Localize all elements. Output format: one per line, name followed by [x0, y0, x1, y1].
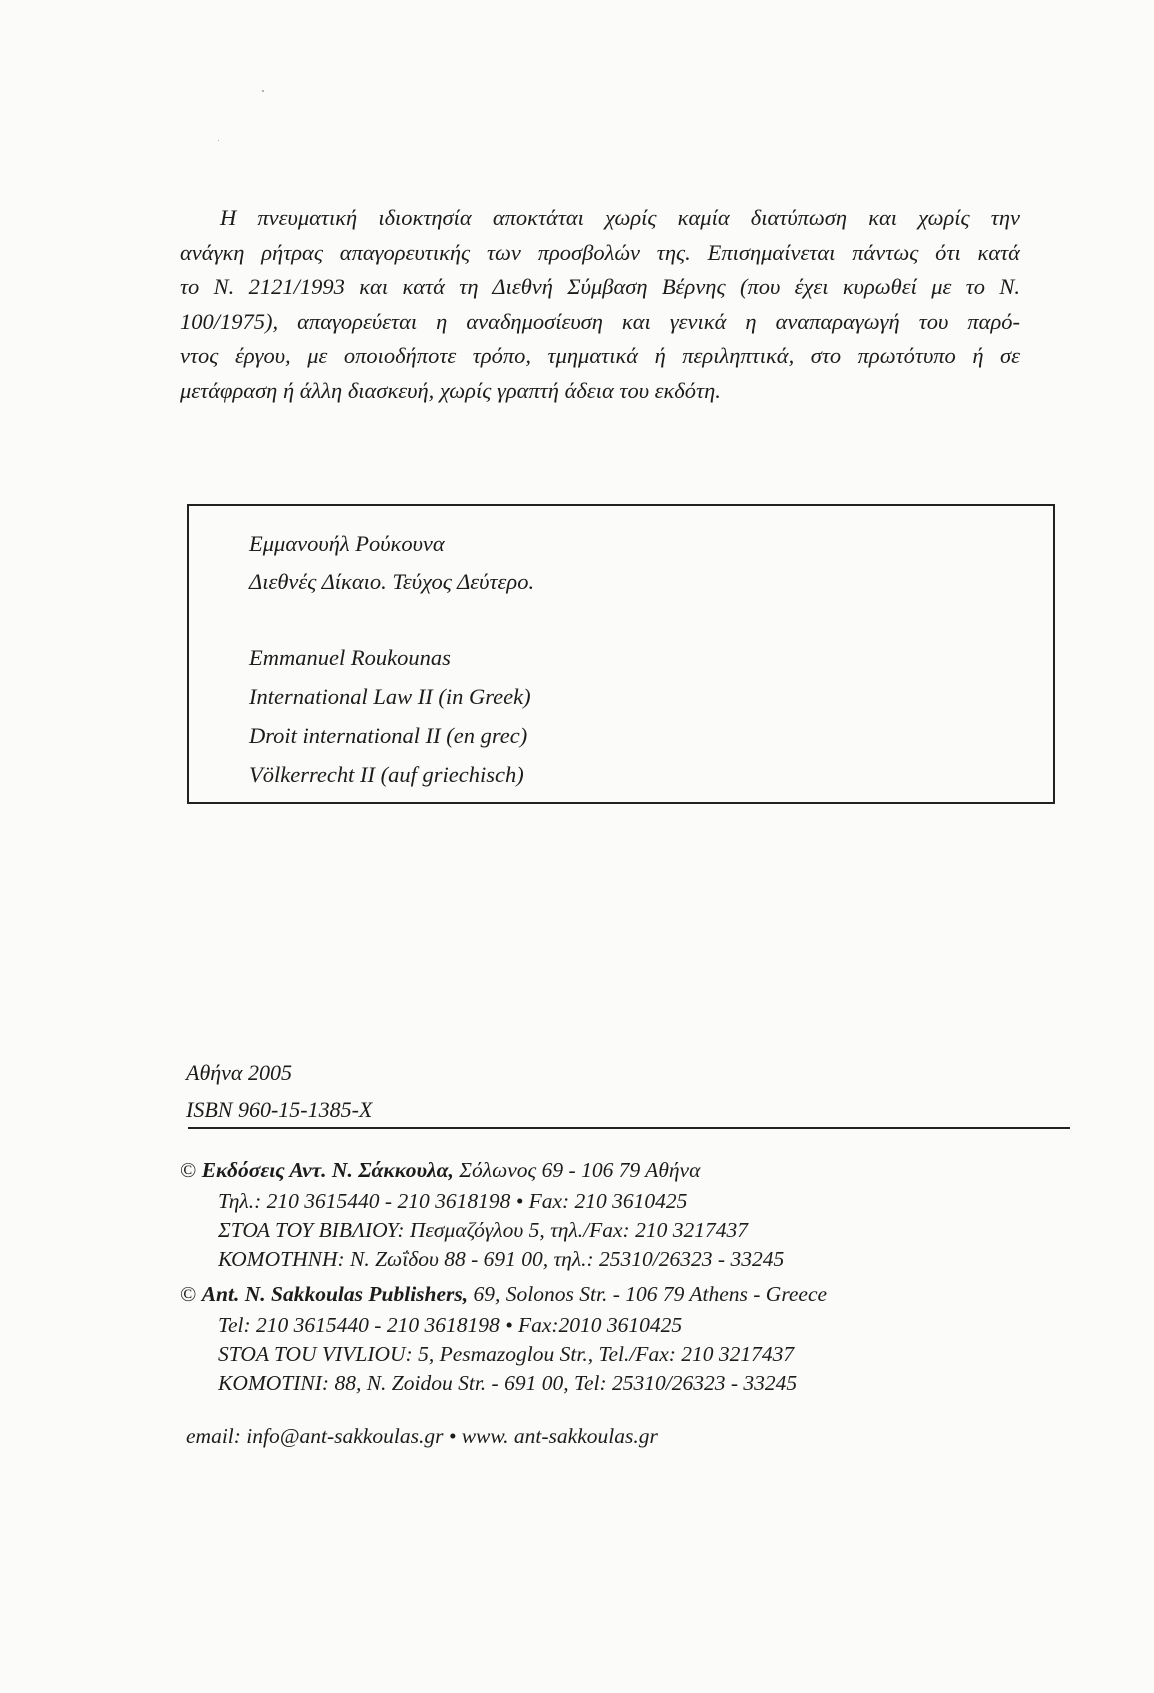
publisher-english-komotini: KOMOTINI: 88, N. Zoidou Str. - 691 00, Tel: 25310/26323 - 33245 [218, 1371, 798, 1395]
place-year: Αθήνα 2005 [186, 1060, 292, 1085]
contact-email-web: email: info@ant-sakkoulas.gr • www. ant-sakkoulas.gr [186, 1424, 658, 1448]
greek-author: Εμμανουήλ Ρούκουνα [249, 531, 445, 556]
publisher-english-address: 69, Solonos Str. - 106 79 Athens - Greece [473, 1282, 828, 1306]
copyright-line: ανάγκη ρήτρας απαγορευτικής των προσβολών της. Επισημαίνεται πάντως ότι κατά [180, 239, 1020, 265]
publisher-english-phone: Tel: 210 3615440 - 210 3618198 • Fax:2010 3610425 [218, 1313, 683, 1337]
copyright-line: ντος έργου, με οποιοδήποτε τρόπο, τμηματικά ή περιληπτικά, στο πρωτότυπο ή σε [180, 343, 1020, 368]
copyright-line: μετάφραση ή άλλη διασκευή, χωρίς γραπτή άδεια του εκδότη. [180, 377, 721, 403]
title-french: Droit international II (en grec) [249, 723, 528, 748]
publisher-greek-komotini: ΚΟΜΟΤΗΝΗ: Ν. Ζωΐδου 88 - 691 00, τηλ.: 25310/26323 - 33245 [218, 1247, 785, 1271]
copyright-line: Η πνευματική ιδιοκτησία αποκτάται χωρίς καμία διατύπωση και χωρίς την [220, 205, 1020, 230]
publisher-greek-address: Σόλωνος 69 - 106 79 Αθήνα [459, 1158, 701, 1182]
publisher-english-heading [180, 1282, 827, 1307]
publisher-greek-phone: Τηλ.: 210 3615440 - 210 3618198 • Fax: 210 3610425 [218, 1189, 688, 1213]
copyright-symbol: © [180, 1158, 197, 1182]
copyright-notice [180, 201, 1020, 408]
copyright-line: 100/1975), απαγορεύεται η αναδημοσίευση και γενικά η αναπαραγωγή του παρό- [180, 308, 1020, 334]
author-name: Emmanuel Roukounas [249, 645, 451, 670]
greek-title: Διεθνές Δίκαιο. Τεύχος Δεύτερο. [249, 569, 535, 594]
page-speck-left [218, 140, 219, 141]
copyright-symbol: © [180, 1282, 197, 1306]
title-german: Völkerrecht II (auf griechisch) [249, 762, 524, 787]
publisher-greek-name: Εκδόσεις Αντ. Ν. Σάκκουλα, [201, 1158, 454, 1182]
publisher-english-stoa: STOA TOU VIVLIOU: 5, Pesmazoglou Str., Tel./Fax: 210 3217437 [218, 1342, 795, 1366]
divider-rule [188, 1127, 1070, 1129]
publisher-english-name: Ant. N. Sakkoulas Publishers, [201, 1282, 469, 1306]
publisher-greek-heading [180, 1158, 700, 1183]
publisher-greek-stoa: ΣΤΟΑ ΤΟΥ ΒΙΒΛΙΟΥ: Πεσμαζόγλου 5, τηλ./Fax: 210 3217437 [218, 1218, 748, 1242]
isbn: ISBN 960-15-1385-X [186, 1097, 373, 1122]
title-english: International Law II (in Greek) [249, 684, 531, 709]
page-speck-top [262, 90, 264, 92]
copyright-line: το Ν. 2121/1993 και κατά τη Διεθνή Σύμβαση Βέρνης (που έχει κυρωθεί με το Ν. [180, 274, 1020, 299]
title-box [187, 504, 1055, 804]
